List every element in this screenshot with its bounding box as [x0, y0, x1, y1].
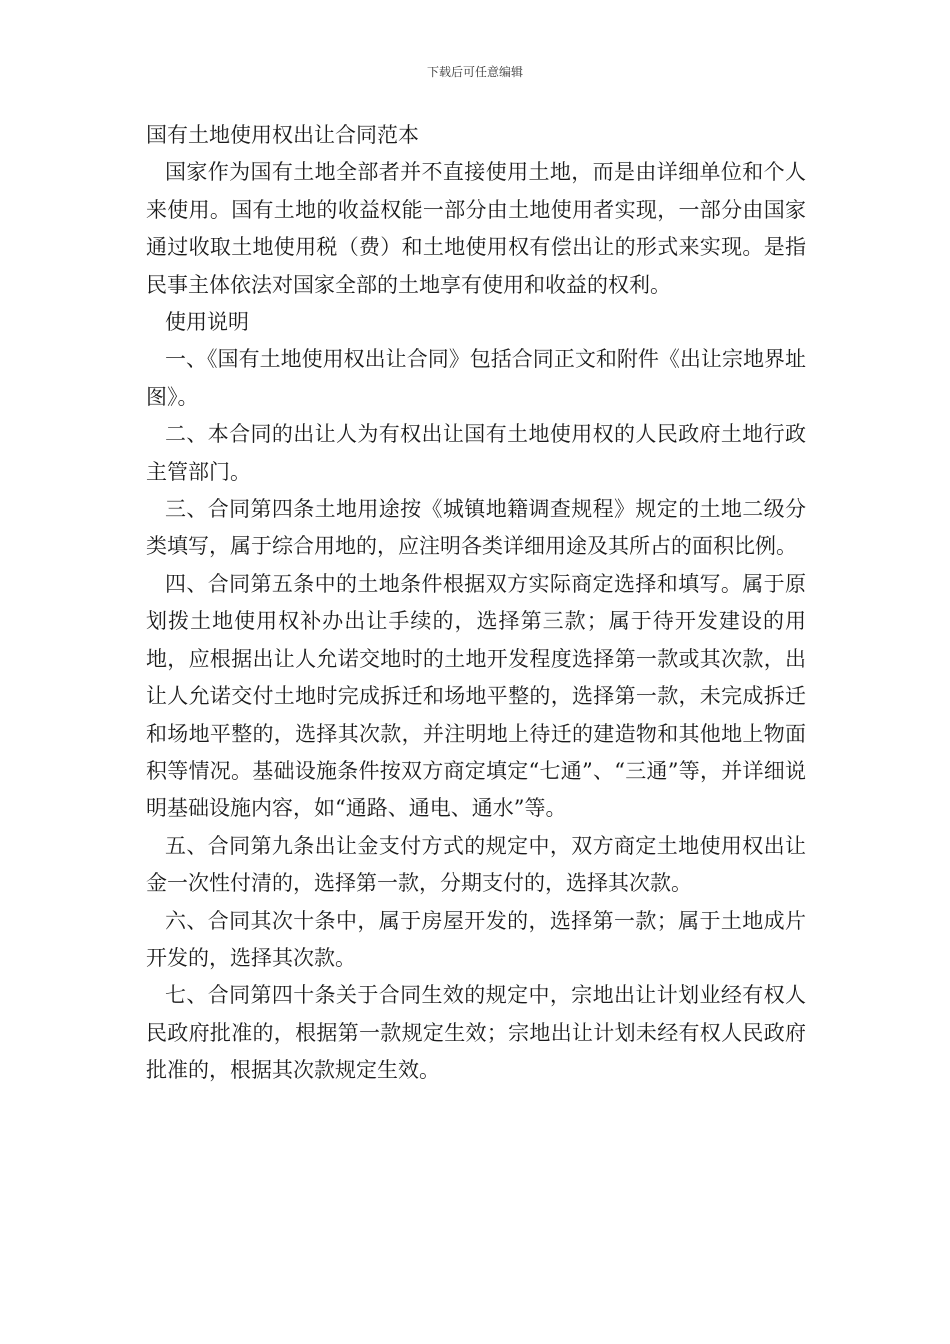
instruction-item-3: 三、合同第四条土地用途按《城镇地籍调查规程》规定的土地二级分类填写，属于综合用地的，应注明各类详细用途及其所占的面积比例。 [146, 497, 806, 559]
instruction-item-6: 六、合同其次十条中，属于房屋开发的，选择第一款；属于土地成片开发的，选择其次款。 [146, 908, 806, 970]
instruction-item-1: 一、《国有土地使用权出让合同》包括合同正文和附件《出让宗地界址图》。 [146, 347, 806, 409]
section-heading: 使用说明 [165, 310, 249, 335]
intro-paragraph: 国家作为国有土地全部者并不直接使用土地，而是由详细单位和个人来使用。国有土地的收益权能一部分由土地使用者实现，一部分由国家通过收取土地使用税（费）和土地使用权有偿出让的形式来实现。是指民事主体依法对国家全部的土地享有使用和收益的权利。 [146, 160, 806, 297]
instruction-item-2: 二、本合同的出让人为有权出让国有土地使用权的人民政府土地行政主管部门。 [146, 422, 806, 484]
document-body [146, 117, 806, 1090]
instruction-item-4: 四、合同第五条中的土地条件根据双方实际商定选择和填写。属于原划拨土地使用权补办出让手续的，选择第三款；属于待开发建设的用地，应根据出让人允诺交地时的土地开发程度选择第一款或其次款，出让人允诺交付土地时完成拆迁和场地平整的，选择第一款，未完成拆迁和场地平整的，选择其次款，并注明地上待迁的建造物和其他地上物面积等情况。基础设施条件按双方商定填定“七通”、“三通”等，并详细说明基础设施内容，如“通路、通电、通水”等。 [146, 571, 806, 821]
instruction-item-5: 五、合同第九条出让金支付方式的规定中，双方商定土地使用权出让金一次性付清的，选择第一款，分期支付的，选择其次款。 [146, 833, 806, 896]
instruction-item-7: 七、合同第四十条关于合同生效的规定中，宗地出让计划业经有权人民政府批准的，根据第一款规定生效；宗地出让计划未经有权人民政府批准的，根据其次款规定生效。 [146, 983, 806, 1083]
document-title: 国有土地使用权出让合同范本 [146, 123, 419, 147]
header-note: 下载后可任意编辑 [426, 65, 523, 79]
